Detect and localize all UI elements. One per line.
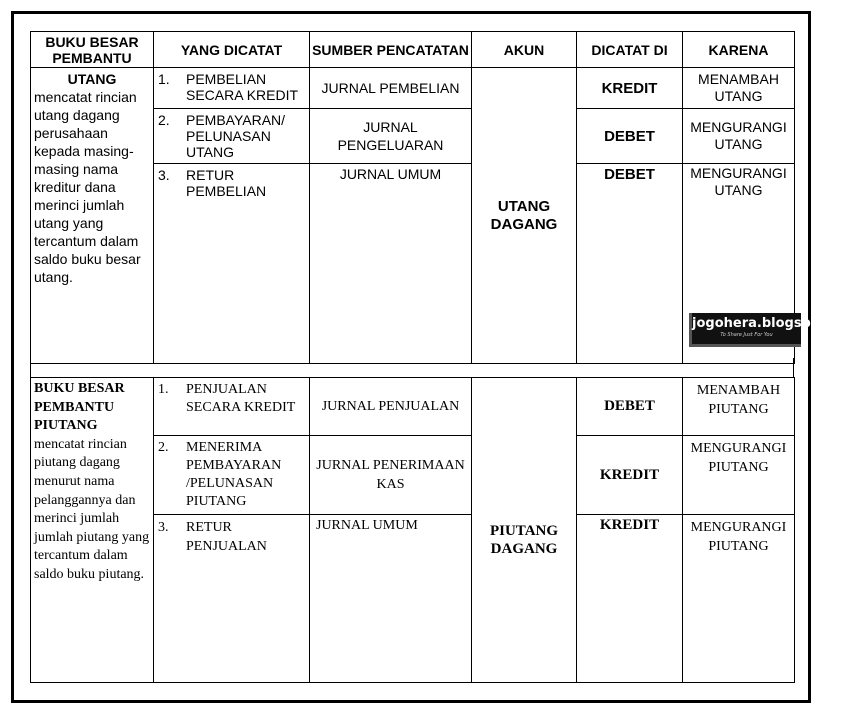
- row-number: 1.: [158, 382, 169, 397]
- journal-source: JURNAL UMUM: [310, 164, 472, 364]
- row-number: 3.: [158, 520, 169, 535]
- row-number: 2.: [158, 440, 169, 455]
- header-sumber-pencatatan: SUMBER PENCATATAN: [310, 32, 472, 68]
- row-number: 2.: [158, 112, 170, 128]
- journal-source: JURNAL PENJUALAN: [310, 378, 472, 436]
- piutang-title: BUKU BESAR PEMBANTU PIUTANG: [34, 381, 125, 434]
- posted-side: KREDIT: [577, 436, 683, 515]
- reason: MENAMBAH PIUTANG: [683, 378, 795, 436]
- header-row: [31, 32, 795, 68]
- table-piutang: [30, 377, 795, 683]
- header-dicatat-di: DICATAT DI: [577, 32, 683, 68]
- reason: MENGURANGI PIUTANG: [683, 515, 795, 683]
- piutang-description-cell: [31, 378, 154, 683]
- journal-source: JURNAL PEMBELIAN: [310, 68, 472, 109]
- reason: MENAMBAH UTANG: [683, 68, 795, 109]
- account-name: PIUTANG DAGANG: [472, 378, 577, 683]
- journal-source: JURNAL PENGELUARAN: [310, 109, 472, 164]
- table-row: [31, 68, 795, 109]
- transaction-item: RETUR PENJUALAN: [186, 520, 267, 554]
- account-name: UTANG DAGANG: [472, 68, 577, 364]
- header-karena: KARENA: [683, 32, 795, 68]
- posted-side: DEBET: [577, 378, 683, 436]
- utang-description: mencatat rincian utang dagang perusahaan kepada masing-masing nama kreditur dana merinci jumlah utang yang tercantum dalam saldo buku besar utang.: [34, 89, 141, 285]
- header-yang-dicatat: YANG DICATAT: [154, 32, 310, 68]
- row-number: 3.: [158, 167, 170, 183]
- posted-side: DEBET: [577, 164, 683, 364]
- posted-side: KREDIT: [577, 68, 683, 109]
- reason: MENGURANGI UTANG: [683, 109, 795, 164]
- row-number: 1.: [158, 71, 170, 87]
- watermark-tagline: To Share Just For You: [720, 332, 773, 338]
- journal-source: JURNAL UMUM: [310, 515, 472, 683]
- transaction-item: PEMBELIAN SECARA KREDIT: [186, 71, 299, 103]
- watermark-site: jogohera.blogspot.com: [692, 316, 861, 331]
- transaction-item: RETUR PEMBELIAN: [186, 167, 267, 199]
- journal-source: JURNAL PENERIMAAN KAS: [310, 436, 472, 515]
- table-row: [31, 378, 795, 436]
- piutang-description: mencatat rincian piutang dagang menurut nama pelanggannya dan merinci jumlah jumlah piutang yang tercantum dalam saldo buku piutang.: [34, 436, 150, 582]
- watermark-logo: [689, 313, 861, 347]
- document-frame: [11, 11, 811, 703]
- transaction-item: MENERIMA PEMBAYARAN /PELUNASAN PIUTANG: [186, 440, 282, 509]
- utang-description-cell: [31, 68, 154, 364]
- header-akun: AKUN: [472, 32, 577, 68]
- reason: MENGURANGI UTANG: [683, 164, 795, 364]
- posted-side: KREDIT: [577, 515, 683, 683]
- transaction-item: PENJUALAN SECARA KREDIT: [186, 382, 296, 415]
- header-buku-besar: BUKU BESAR PEMBANTU: [31, 32, 154, 68]
- table-utang: [30, 31, 795, 364]
- posted-side: DEBET: [577, 109, 683, 164]
- transaction-item: PEMBAYARAN/ PELUNASAN UTANG: [186, 112, 286, 160]
- section-divider: [30, 358, 794, 377]
- reason: MENGURANGI PIUTANG: [683, 436, 795, 515]
- utang-title: UTANG: [67, 71, 117, 87]
